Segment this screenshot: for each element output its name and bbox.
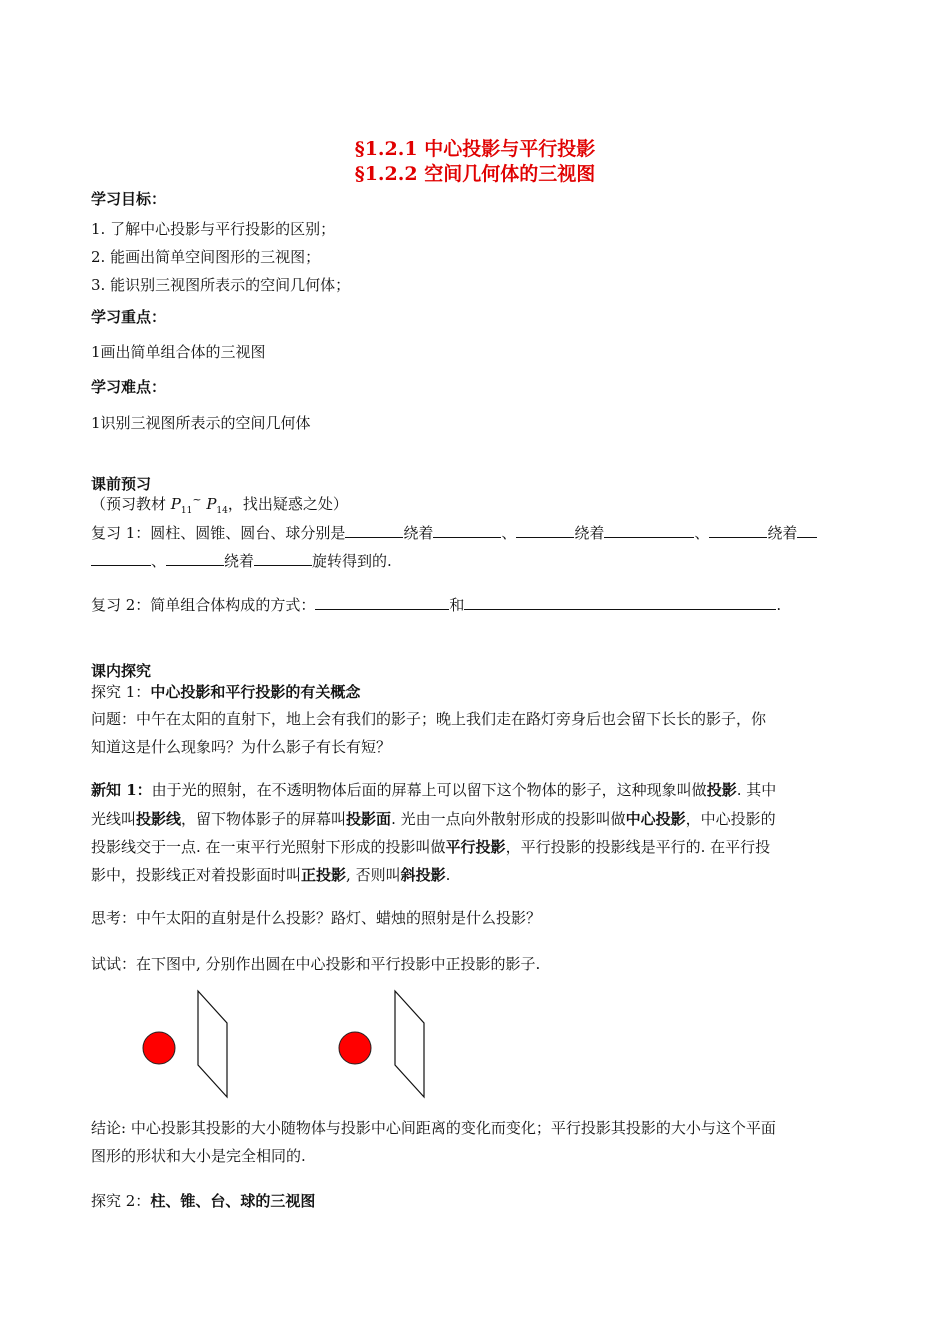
key-points-text: 1画出简单组合体的三视图 [91,343,266,361]
review1-label: 复习 1：圆柱、圆锥、圆台、球分别是 [91,524,346,542]
nk-text: ，平行投影的投影线是平行的. 在平行投 [505,838,771,856]
objectives-heading: 学习目标： [91,190,167,208]
rotate-word: 绕着 [224,552,255,570]
blank[interactable] [604,523,694,538]
explore2-title: 柱、锥、台、球的三视图 [150,1192,316,1210]
conclusion-line2: 图形的形状和大小是完全相同的. [91,1147,306,1165]
projection-figure [130,985,450,1100]
explore2-label: 探究 2： [91,1192,151,1210]
objective-item: 1. 了解中心投影与平行投影的区别； [91,220,336,238]
nk-text: . [445,866,451,884]
nk-term: 中心投影 [625,810,686,828]
p11-sub: 11 [180,506,193,516]
screen-parallelogram-2 [395,991,424,1097]
nk-text: ，中心投影的 [685,810,776,828]
rotate-word: 绕着 [574,524,605,542]
blank[interactable] [91,551,151,566]
new-knowledge-line2 [91,808,776,829]
try-instruction: 试试：在下图中, 分别作出圆在中心投影和平行投影中正投影的影子. [91,955,541,973]
objective-item: 3. 能识别三视图所表示的空间几何体； [91,276,351,294]
nk-term: 投影 [706,781,737,799]
preview-note-pre: （预习教材 [91,495,171,513]
screen-parallelogram-1 [198,991,227,1097]
circle-object-1 [143,1032,175,1064]
page-title-line1: §1.2.1 中心投影与平行投影 [354,138,596,160]
blank[interactable] [345,523,403,538]
preview-note [91,493,348,516]
key-points-heading: 学习重点： [91,308,167,326]
and-word: 和 [449,596,465,614]
nk-term: 正投影 [301,866,347,884]
nk-term: 平行投影 [445,838,506,856]
nk-text: 投影线交于一点. 在一束平行光照射下形成的投影叫做 [91,838,446,856]
comma: 、 [694,524,710,542]
nk-text: 影中，投影线正对着投影面时叫 [91,866,302,884]
comma: 、 [501,524,517,542]
rotate-word: 绕着 [403,524,434,542]
blank[interactable] [516,523,574,538]
nk-text: , 否则叫 [346,866,401,884]
explore1-title: 中心投影和平行投影的有关概念 [150,683,361,701]
blank[interactable] [709,523,767,538]
period: . [776,596,782,614]
blank[interactable] [797,523,817,538]
difficulties-text: 1识别三视图所表示的空间几何体 [91,414,311,432]
page-title-line2: §1.2.2 空间几何体的三视图 [354,163,596,185]
nk-text: . 其中 [736,781,777,799]
p14: P [206,495,217,513]
new-knowledge-line1 [91,779,776,800]
rotate-word: 绕着 [767,524,798,542]
blank[interactable] [315,595,449,610]
nk-term: 斜投影 [400,866,446,884]
review1-line2 [91,550,392,571]
p11: P [170,495,181,513]
review2-line [91,594,781,615]
tilde: ~ [192,493,202,506]
question-line2: 知道这是什么现象吗？为什么影子有长有短？ [91,738,392,756]
nk-term: 投影线 [136,810,182,828]
conclusion-line1: 结论: 中心投影其投影的大小随物体与投影中心间距离的变化而变化；平行投影其投影的大小与这个平面 [91,1119,776,1137]
explore-heading: 课内探究 [91,662,152,680]
nk-term: 投影面 [346,810,392,828]
explore2-heading [91,1190,315,1211]
nk-text: 由于光的照射，在不透明物体后面的屏幕上可以留下这个物体的影子，这种现象叫做 [151,781,707,799]
blank[interactable] [254,551,312,566]
blank[interactable] [166,551,224,566]
circle-object-2 [339,1032,371,1064]
comma: 、 [151,552,167,570]
explore1-label: 探究 1： [91,683,151,701]
difficulties-heading: 学习难点： [91,378,167,396]
nk-text: ，留下物体影子的屏幕叫 [181,810,347,828]
explore1-heading [91,681,360,702]
objective-item: 2. 能画出简单空间图形的三视图； [91,248,321,266]
new-knowledge-label: 新知 1： [91,781,152,799]
nk-text: 光线叫 [91,810,137,828]
think-question: 思考：中午太阳的直射是什么投影？路灯、蜡烛的照射是什么投影？ [91,909,542,927]
nk-text: . 光由一点向外散射形成的投影叫做 [391,810,626,828]
new-knowledge-line3 [91,836,770,857]
blank[interactable] [464,595,776,610]
review2-label: 复习 2：简单组合体构成的方式： [91,596,316,614]
new-knowledge-line4 [91,864,450,885]
blank[interactable] [433,523,501,538]
review1-line1 [91,522,817,543]
review1-end: 旋转得到的. [312,552,392,570]
preview-heading: 课前预习 [91,475,152,493]
question-line1: 问题：中午在太阳的直射下，地上会有我们的影子；晚上我们走在路灯旁身后也会留下长长的影子，你 [91,710,767,728]
preview-note-post: ，找出疑惑之处） [227,495,348,513]
p14-sub: 14 [216,506,228,516]
